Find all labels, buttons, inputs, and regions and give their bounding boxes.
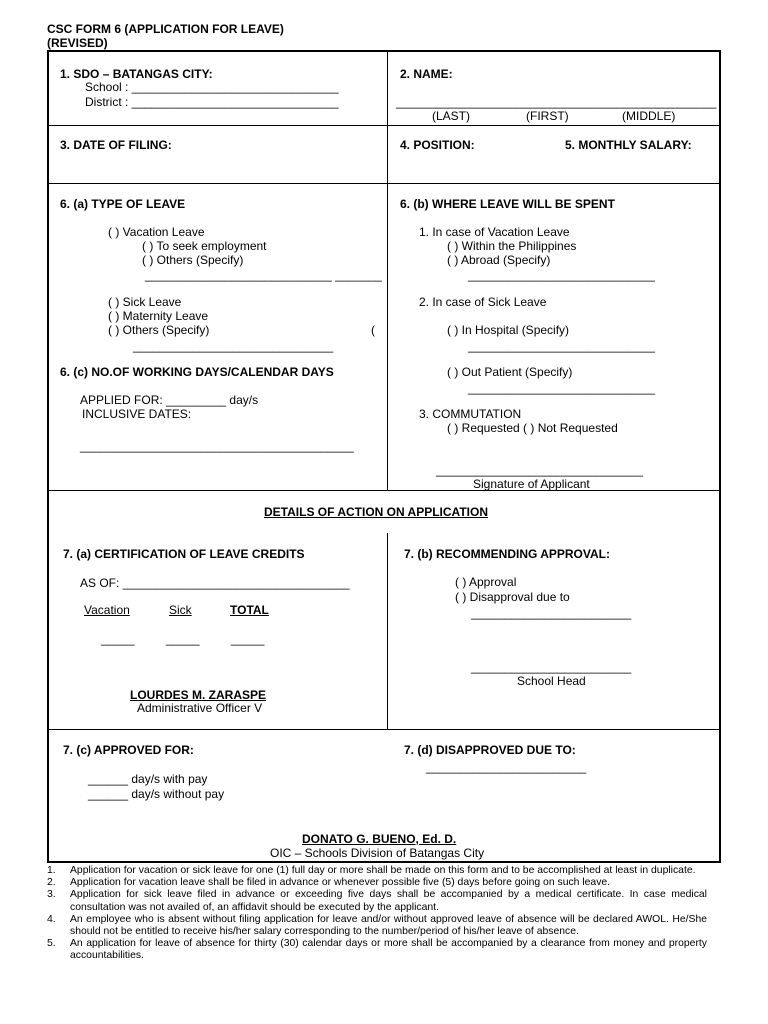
sick-leave-option[interactable]: ( ) Sick Leave: [108, 295, 182, 309]
divider-row1: [47, 125, 721, 126]
signatory-name: DONATO G. BUENO, Ed. D.: [302, 832, 457, 846]
commutation-label: 3. COMMUTATION: [419, 407, 522, 421]
seek-employment-option[interactable]: ( ) To seek employment: [142, 239, 267, 253]
disapproved-reason-line[interactable]: ________________________: [426, 760, 587, 774]
vacation-credit-blank[interactable]: _____: [101, 632, 135, 646]
maternity-leave-option[interactable]: ( ) Maternity Leave: [108, 309, 209, 323]
vacation-column-label: Vacation: [84, 603, 130, 617]
approval-option[interactable]: ( ) Approval: [455, 575, 517, 589]
first-label: (FIRST): [526, 109, 569, 123]
commutation-options[interactable]: ( ) Requested ( ) Not Requested: [447, 421, 618, 435]
sdo-heading: 1. SDO – BATANGAS CITY:: [60, 67, 213, 81]
footnote-item: 2. Application for vacation leave shall be filed in advance or whenever possible five (5) days before going on such leave.: [47, 877, 611, 889]
school-field[interactable]: School : _______________________________: [85, 80, 339, 94]
vacation-leave-option[interactable]: ( ) Vacation Leave: [108, 225, 205, 239]
details-heading: DETAILS OF ACTION ON APPLICATION: [264, 505, 488, 519]
district-field[interactable]: District : _______________________________: [85, 95, 339, 109]
as-of-field[interactable]: AS OF: __________________________________: [80, 576, 350, 590]
divider-col-lower: [387, 533, 388, 729]
divider-row4: [47, 729, 721, 730]
divider-col-upper: [387, 50, 388, 490]
form-border-right: [719, 50, 721, 863]
officer-name: LOURDES M. ZARASPE: [130, 688, 267, 702]
applied-for-field[interactable]: APPLIED FOR: _________ day/s: [80, 393, 259, 407]
footnotes: [47, 865, 707, 963]
monthly-salary-heading: 5. MONTHLY SALARY:: [565, 138, 692, 152]
disapproval-reason-line[interactable]: ________________________: [471, 606, 632, 620]
date-of-filing-heading: 3. DATE OF FILING:: [60, 138, 172, 152]
school-head-signature-line[interactable]: ________________________: [471, 660, 632, 674]
abroad-option[interactable]: ( ) Abroad (Specify): [447, 253, 551, 267]
last-label: (LAST): [432, 109, 471, 123]
form-border-left: [47, 50, 49, 863]
case-sick-label: 2. In case of Sick Leave: [419, 295, 547, 309]
officer-title: Administrative Officer V: [137, 701, 263, 715]
approved-for-heading: 7. (c) APPROVED FOR:: [63, 743, 194, 757]
inclusive-dates-label: INCLUSIVE DATES:: [82, 407, 192, 421]
others-leave-line[interactable]: ______________________________: [133, 339, 334, 353]
total-credit-blank[interactable]: _____: [231, 632, 265, 646]
working-days-heading: 6. (c) NO.OF WORKING DAYS/CALENDAR DAYS: [60, 365, 334, 379]
others-vacation-line[interactable]: ____________________________ _______: [145, 268, 382, 282]
in-hospital-line[interactable]: ____________________________: [468, 339, 655, 353]
abroad-line[interactable]: ____________________________: [468, 268, 655, 282]
sick-column-label: Sick: [169, 603, 192, 617]
footnote-item: 3. Application for sick leave filed in advance or exceeding five days shall be accompanied by a medical certificate. In case medical consultation was not availed of, an affidavit should be executed by the applicant.: [47, 889, 707, 913]
where-leave-heading: 6. (b) WHERE LEAVE WILL BE SPENT: [400, 197, 615, 211]
sick-credit-blank[interactable]: _____: [166, 632, 200, 646]
divider-row2: [47, 183, 721, 184]
position-heading: 4. POSITION:: [400, 138, 475, 152]
recommending-approval-heading: 7. (b) RECOMMENDING APPROVAL:: [404, 547, 610, 561]
disapproved-due-heading: 7. (d) DISAPPROVED DUE TO:: [404, 743, 576, 757]
days-with-pay-field[interactable]: ______ day/s with pay: [88, 772, 208, 786]
out-patient-option[interactable]: ( ) Out Patient (Specify): [447, 365, 573, 379]
footnote-item: 1. Application for vacation or sick leave for one (1) full day or more shall be made on this form and to be accomplished at least in duplicate.: [47, 865, 696, 876]
total-column-label: TOTAL: [230, 603, 269, 617]
applicant-signature-label: Signature of Applicant: [473, 477, 590, 491]
middle-label: (MIDDLE): [622, 109, 676, 123]
case-vacation-label: 1. In case of Vacation Leave: [419, 225, 570, 239]
name-field[interactable]: ________________________________________________: [396, 95, 717, 109]
footnote-item: 4. An employee who is absent without filing application for leave and/or without approved leave of absence will be declared AWOL. He/She should not be entitled to receive his/her salary corresponding to the number/period of his/her leave of absence.: [47, 913, 707, 938]
name-heading: 2. NAME:: [400, 67, 453, 81]
in-hospital-option[interactable]: ( ) In Hospital (Specify): [447, 323, 570, 337]
school-head-label: School Head: [517, 674, 586, 688]
form-border-top: [47, 50, 721, 52]
applicant-signature-line[interactable]: _______________________________: [436, 463, 643, 477]
divider-row3: [47, 490, 721, 491]
stray-paren: (: [371, 323, 375, 337]
others-leave-option[interactable]: ( ) Others (Specify): [108, 323, 210, 337]
signatory-title: OIC – Schools Division of Batangas City: [270, 846, 485, 860]
disapproval-option[interactable]: ( ) Disapproval due to: [455, 590, 570, 604]
footnote-item: 5. An application for leave of absence for thirty (30) calendar days or more shall be accompanied by a clearance from money and property accountabilities.: [47, 938, 707, 962]
out-patient-line[interactable]: ____________________________: [468, 381, 655, 395]
days-without-pay-field[interactable]: ______ day/s without pay: [88, 787, 225, 801]
within-philippines-option[interactable]: ( ) Within the Philippines: [447, 239, 577, 253]
form-border-bottom: [47, 861, 721, 863]
form-title: CSC FORM 6 (APPLICATION FOR LEAVE): [47, 22, 284, 36]
certification-heading: 7. (a) CERTIFICATION OF LEAVE CREDITS: [63, 547, 305, 561]
form-subtitle: (REVISED): [47, 36, 108, 50]
type-of-leave-heading: 6. (a) TYPE OF LEAVE: [60, 197, 186, 211]
inclusive-dates-line[interactable]: _________________________________________: [80, 439, 354, 453]
others-vacation-option[interactable]: ( ) Others (Specify): [142, 253, 244, 267]
